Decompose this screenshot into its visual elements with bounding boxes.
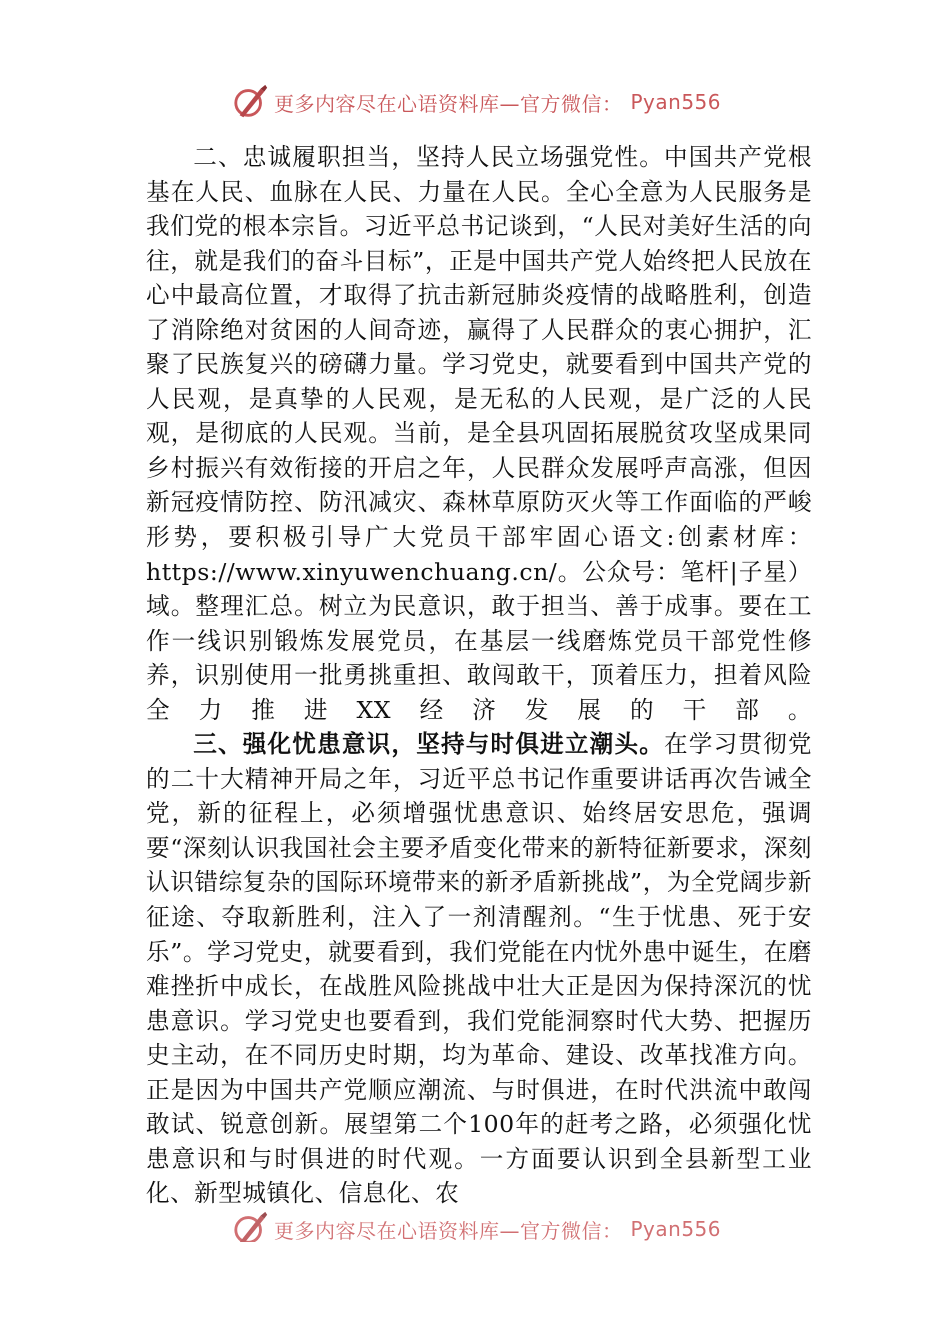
watermark-text: 更多内容尽在心语资料库—官方微信： <box>274 91 623 116</box>
paragraph-2 <box>146 140 812 727</box>
watermark-wechat-id: Pyan556 <box>630 90 722 114</box>
paragraph-3 <box>146 727 812 1211</box>
watermark-header <box>232 82 752 122</box>
pen-logo-icon <box>232 83 270 121</box>
document-body <box>146 140 812 1211</box>
watermark-footer-text: 更多内容尽在心语资料库—官方微信： <box>274 1218 623 1242</box>
paragraph-2-text: 二、忠诚履职担当，坚持人民立场强党性。中国共产党根基在人民、血脉在人民、力量在人民。全心全意为人民服务是我们党的根本宗旨。习近平总书记谈到，“人民对美好生活的向往，就是我们的奋斗目标”，正是中国共产党人始终把人民放在心中最高位置，才取得了抗击新冠肺炎疫情的战略胜利，创造了消除绝对贫困的人间奇迹，赢得了人民群众的衷心拥护，汇聚了民族复兴的磅礴力量。学习党史，就要看到中国共产党的人民观，是真挚的人民观，是无私的人民观，是广泛的人民观，是彻底的人民观。当前，是全县巩固拓展脱贫攻坚成果同乡村振兴有效衔接的开启之年，人民群众发展呼声高涨，但因新冠疫情防控、防汛减灾、森林草原防灭火等工作面临的严峻形势，要积极引导广大党员干部牢固心语文:创素材库：https://www.xinyuwenchuang.cn/。公众号：笔杆|子星）域。整理汇总。树立为民意识，敢于担当、善于成事。要在工作一线识别锻炼发展党员，在基层一线磨炼党员干部党性修养，识别使用一批勇挑重担、敢闯敢干，顶着压力，担着风险全力推进XX经济发展的干部。 <box>146 143 812 724</box>
paragraph-3-text: 在学习贯彻党的二十大精神开局之年，习近平总书记作重要讲话再次告诫全党，新的征程上，必须增强忧患意识、始终居安思危，强调要“深刻认识我国社会主要矛盾变化带来的新特征新要求，深刻认识错综复杂的国际环境带来的新矛盾新挑战”，为全党阔步新征途、夺取新胜利，注入了一剂清醒剂。“生于忧患、死于安乐”。学习党史，就要看到，我们党能在内忧外患中诞生，在磨难挫折中成长，在战胜风险挑战中壮大正是因为保持深沉的忧患意识。学习党史也要看到，我们党能洞察时代大势、把握历史主动，在不同历史时期，均为革命、建设、改革找准方向。正是因为中国共产党顺应潮流、与时俱进，在时代洪流中敢闯敢试、锐意创新。展望第二个100年的赶考之路，必须强化忧患意识和与时俱进的时代观。一方面要认识到全县新型工业化、新型城镇化、信息化、农 <box>146 730 813 1208</box>
watermark-footer <box>232 1204 752 1242</box>
pen-logo-icon-footer <box>232 1210 270 1242</box>
watermark-footer-wechat-id: Pyan556 <box>630 1217 722 1241</box>
paragraph-3-heading: 三、强化忧患意识，坚持与时俱进立潮头。 <box>193 730 665 759</box>
